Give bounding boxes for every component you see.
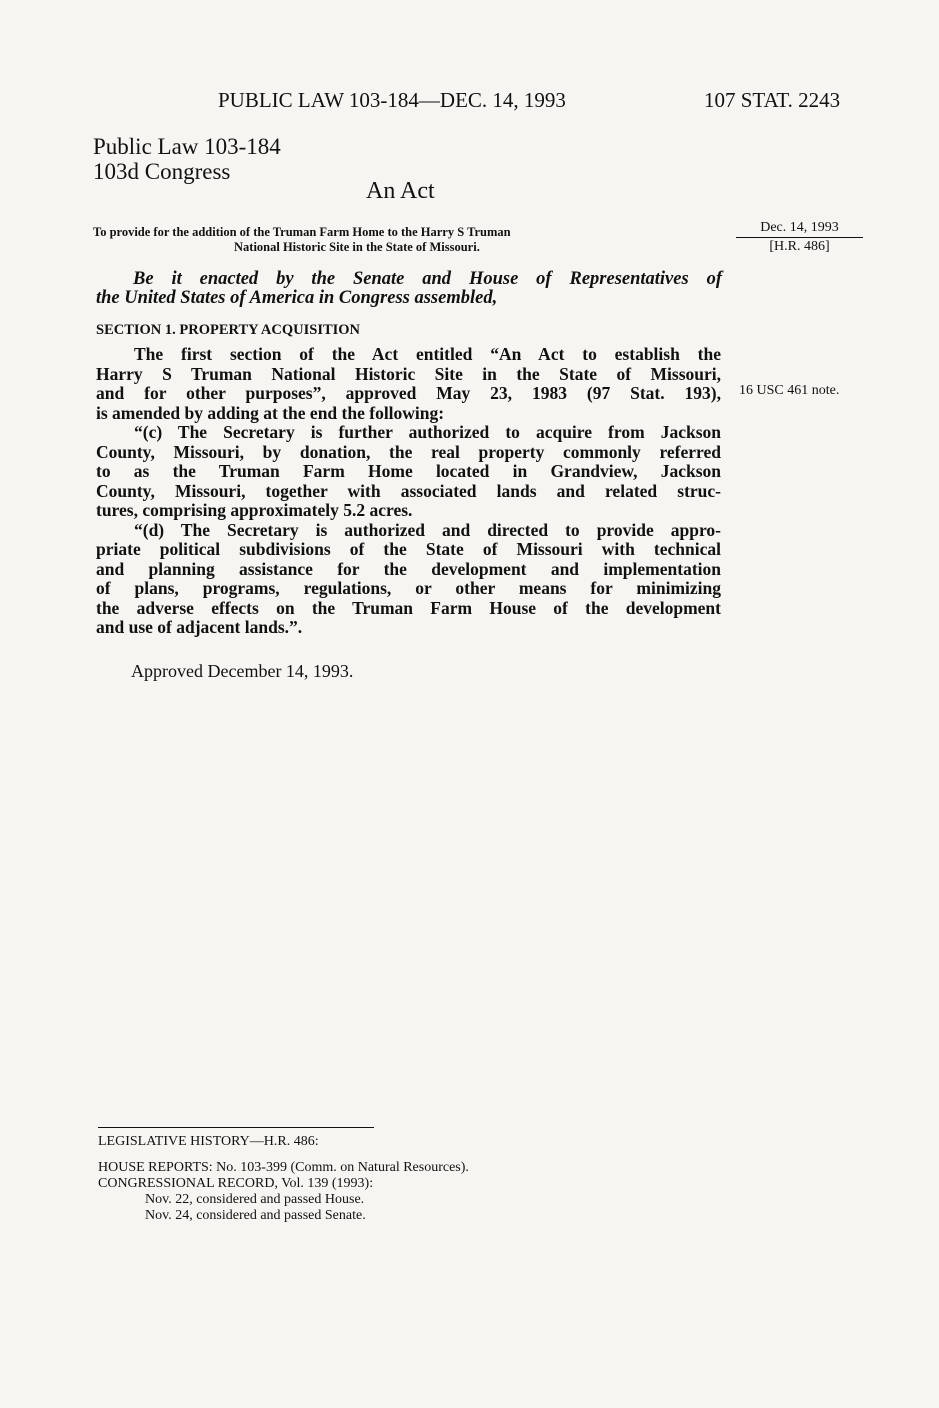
public-law-number: Public Law 103-184 (93, 134, 281, 159)
body-line: is amended by adding at the end the following: (96, 402, 445, 423)
body-line: tures, comprising approximately 5.2 acres. (96, 500, 413, 520)
house-reports: HOUSE REPORTS: No. 103-399 (Comm. on Natural Resources). (98, 1160, 469, 1175)
history-entry: Nov. 24, considered and passed Senate. (145, 1208, 366, 1223)
body-line: and planning assistance for the development and implementation (96, 558, 721, 579)
law-identification (93, 134, 281, 184)
legislative-history (98, 1134, 469, 1224)
purpose-line-2: National Historic Site in the State of Missouri. (234, 240, 480, 254)
section-body (96, 345, 721, 638)
history-entry: Nov. 22, considered and passed House. (145, 1192, 365, 1207)
margin-usc-note: 16 USC 461 note. (739, 383, 840, 398)
act-title: An Act (366, 178, 435, 204)
body-line: The first section of the Act entitled “An Act to establish the (134, 344, 721, 364)
purpose-statement (93, 225, 723, 255)
running-header-title: PUBLIC LAW 103-184—DEC. 14, 1993 (218, 88, 566, 112)
footnote-rule (98, 1127, 374, 1128)
enacting-clause-line-1: Be it enacted by the Senate and House of Representatives of (133, 269, 722, 289)
congressional-record: CONGRESSIONAL RECORD, Vol. 139 (1993): (98, 1176, 374, 1191)
body-line: of plans, programs, regulations, or other means for minimizing (96, 578, 721, 598)
legislative-history-heading: LEGISLATIVE HISTORY—H.R. 486: (98, 1134, 319, 1149)
margin-bill-number: [H.R. 486] (769, 239, 830, 254)
body-line: to as the Truman Farm Home located in Grandview, Jackson (96, 461, 721, 481)
section-heading: SECTION 1. PROPERTY ACQUISITION (96, 322, 361, 338)
purpose-line-1: To provide for the addition of the Truman Farm Home to the Harry S Truman (93, 225, 511, 239)
body-line: County, Missouri, together with associated lands and related struc- (96, 480, 721, 501)
congress-number: 103d Congress (93, 159, 231, 184)
body-line: Harry S Truman National Historic Site in the State of Missouri, (96, 363, 721, 384)
body-line: the adverse effects on the Truman Farm House of the development (96, 597, 721, 618)
running-header-stat: 107 STAT. 2243 (704, 88, 841, 112)
body-line: priate political subdivisions of the State of Missouri with technical (96, 539, 721, 559)
margin-date: Dec. 14, 1993 (736, 219, 863, 238)
body-line: County, Missouri, by donation, the real property commonly referred (96, 441, 721, 462)
body-line: and use of adjacent lands.”. (96, 617, 303, 637)
margin-date-block (736, 219, 863, 255)
body-line: “(c) The Secretary is further authorized to acquire from Jackson (134, 422, 721, 442)
body-line: and for other purposes”, approved May 23, 1983 (97 Stat. 193), (96, 383, 721, 403)
enacting-clause-line-2: the United States of America in Congress assembled, (96, 288, 498, 308)
enacting-clause (96, 270, 722, 308)
body-line: “(d) The Secretary is authorized and directed to provide appro- (134, 519, 721, 540)
approval-date: Approved December 14, 1993. (131, 661, 354, 681)
